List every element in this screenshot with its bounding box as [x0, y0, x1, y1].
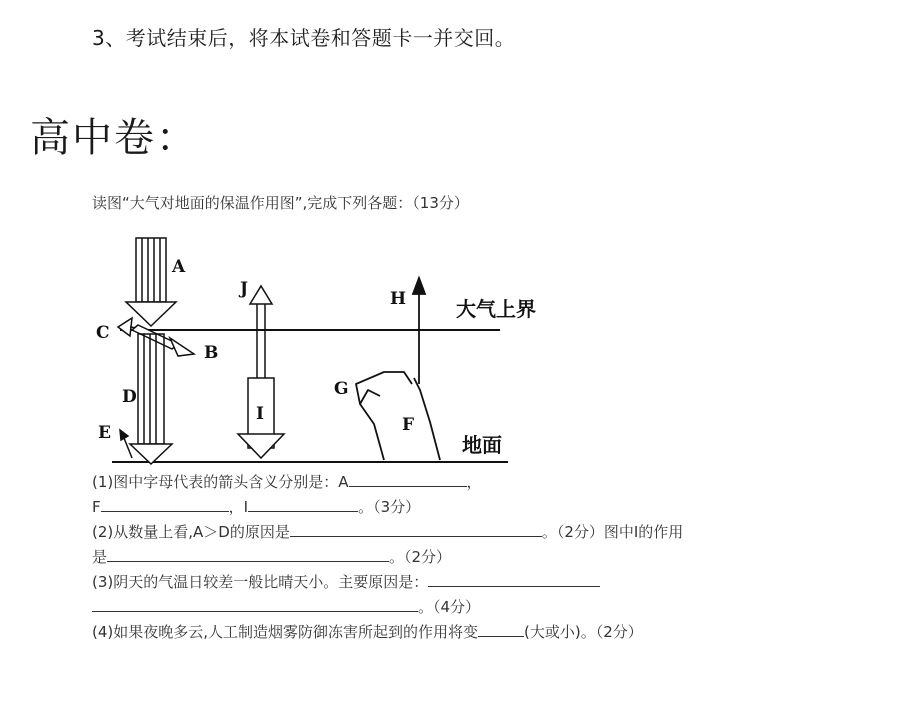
q1-text-f: F	[92, 498, 101, 516]
answer-blank-q3-b[interactable]	[92, 595, 418, 612]
label-ground: 地面	[462, 433, 502, 457]
question-3-line-2	[92, 595, 480, 619]
question-2-line-1	[92, 520, 683, 544]
label-f: F	[402, 415, 415, 435]
question-prompt: 读图“大气对地面的保温作用图”,完成下列各题：（13分）	[92, 194, 469, 212]
answer-blank-f[interactable]	[101, 495, 229, 512]
label-a: A	[172, 257, 186, 277]
label-top-of-atmosphere: 大气上界	[456, 297, 536, 321]
question-4-line-1	[92, 620, 643, 644]
answer-blank-q2-function[interactable]	[107, 545, 389, 562]
q3-text-a: (3)阴天的气温日较差一般比晴天小。主要原因是：	[92, 573, 429, 591]
label-d: D	[122, 387, 137, 407]
arrow-f-ground-radiation	[356, 372, 440, 460]
q1-text-a: (1)图中字母代表的箭头含义分别是：A	[92, 473, 349, 491]
answer-blank-q4[interactable]	[478, 620, 524, 637]
arrow-a-solar-radiation	[126, 238, 176, 326]
q4-text-b: (大或小)。（2分）	[524, 623, 643, 641]
label-i: I	[256, 404, 264, 424]
label-e: E	[98, 423, 111, 443]
atmosphere-insulation-diagram	[84, 226, 536, 470]
question-3-line-1	[92, 570, 600, 594]
question-1-line-1	[92, 470, 482, 494]
answer-blank-q2-reason[interactable]	[290, 520, 542, 537]
q2-score: 。（2分）	[389, 548, 452, 566]
answer-blank-i[interactable]	[248, 495, 358, 512]
q3-score: 。（4分）	[418, 598, 481, 616]
exam-instruction: 3、考试结束后，将本试卷和答题卡一并交回。	[92, 26, 516, 50]
label-c: C	[96, 323, 110, 343]
arrow-j-outgoing-radiation	[250, 286, 272, 378]
q1-text-b: ，	[466, 473, 482, 491]
q2-text-b: 。（2分）图中I的作用	[541, 523, 684, 541]
q1-text-i: ，I	[228, 498, 249, 516]
q4-text-a: (4)如果夜晚多云,人工制造烟雾防御冻害所起到的作用将变	[92, 623, 479, 641]
q2-text-a: (2)从数量上看,A＞D的原因是	[92, 523, 290, 541]
answer-blank-q3-a[interactable]	[428, 570, 600, 587]
label-h: H	[390, 289, 407, 309]
label-j: J	[240, 279, 249, 299]
answer-blank-a[interactable]	[349, 470, 467, 487]
label-g: G	[334, 379, 349, 399]
question-2-line-2	[92, 545, 451, 569]
question-1-line-2	[92, 495, 420, 519]
section-heading: 高中卷：	[30, 115, 198, 161]
q2-text-c: 是	[92, 548, 108, 566]
q1-score: 。（3分）	[358, 498, 421, 516]
label-b: B	[204, 343, 219, 363]
